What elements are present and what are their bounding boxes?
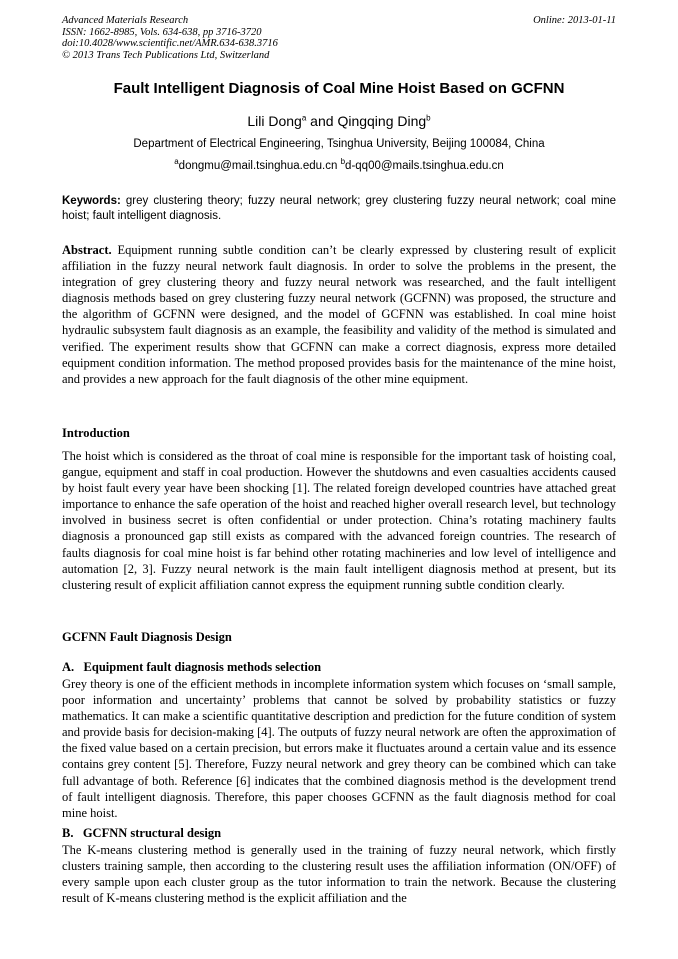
abstract-text: Equipment running subtle condition can’t be clearly expressed by clustering result of explicit affiliation in the fuzzy neural network fault diagnosis. In order to solve the problems in the present, the integration of grey clustering theory and fuzzy neural network was researched, and the fault intelligent diagnosis methods based on grey clustering fuzzy neural network (GCFNN) was proposed, the structure and the algorithm of GCFNN were designed, and the model of GCFNN was established. In coal mine hoist hydraulic subsystem fault diagnosis as an example, the feasibility and validity of the method is simulated and verified. The experiment results show that GCFNN can make a correct diagnosis, express more detailed equipment condition information. The method proposed provides basis for the maintenance of the mine hoist, and provides a new approach for the fault diagnosis of the other mine equipment. (62, 243, 616, 386)
doi-line: doi:10.4028/www.scientific.net/AMR.634-638.3716 (62, 38, 278, 49)
introduction-heading: Introduction (62, 426, 130, 440)
gcfnn-section-heading: GCFNN Fault Diagnosis Design (62, 630, 232, 644)
abstract-label: Abstract. (62, 243, 112, 257)
email-line (40, 159, 638, 174)
copyright-line: © 2013 Trans Tech Publications Ltd, Switzerland (62, 49, 270, 61)
affiliation: Department of Electrical Engineering, Tsinghua University, Beijing 100084, China (133, 138, 545, 150)
author-1-superscript: a (301, 113, 307, 123)
journal-header (62, 15, 616, 61)
keywords-text: grey clustering theory; fuzzy neural network; grey clustering fuzzy neural network; coal mine hoist; fault intelligent diagnosis. (62, 195, 616, 222)
abstract (62, 242, 616, 387)
email-b-superscript: b (340, 157, 346, 167)
author-2: Qingqing Ding (337, 113, 427, 129)
issn-line: ISSN: 1662-8985, Vols. 634-638, pp 3716-3720 (62, 26, 262, 38)
email-b[interactable]: d-qq00@mails.tsinghua.edu.cn (345, 160, 504, 172)
subsection-a-heading: A. Equipment fault diagnosis methods selection (62, 660, 322, 674)
subsection-a-text: Grey theory is one of the efficient methods in incomplete information system which focuses on ‘small sample, poor information and uncertainty’ problems that cannot be solved by probability statistics or fuzzy mathematics. It can make a scientific quantitative description and prediction for the future condition of system and provide basis for decision-making [4]. The outputs of fuzzy neural network are often the approximation of the fixed value based on a certain precision, but errors make it fluctuates around a certain value and its essence contains grey content [5]. Therefore, Fuzzy neural network and grey theory can be combined which can take full advantage of both. Reference [6] indicates that the combined diagnosis method is the development trend of fault intelligent diagnosis. Therefore, this paper chooses GCFNN as the fault diagnosis method for coal mine hoist. (62, 677, 616, 820)
email-a[interactable]: dongmu@mail.tsinghua.edu.cn (178, 160, 338, 172)
online-date: Online: 2013-01-11 (533, 15, 616, 26)
journal-name: Advanced Materials Research (62, 15, 189, 26)
introduction-text: The hoist which is considered as the throat of coal mine is responsible for the important task of hoisting coal, gangue, equipment and staff in coal production. However the shutdowns and even casualties accidents caused by hoist fault every year have been shocking [1]. The related foreign developed countries have attached great importance to enhance the safe operation of the hoist and reached higher overall research level, but technology involved in business secret is often confidential or under protection. China’s rotating machinery faults diagnosis a pronounced gap still exists as compared with the advanced foreign countries. The research of faults diagnosis for coal mine hoist is far behind other rotating machineries and low level of intelligence and automation [2, 3]. Fuzzy neural network is the main fault intelligent diagnosis method at present, but its clustering result of explicit affiliation cannot express the equipment running subtle condition clearly. (62, 449, 616, 592)
keywords (62, 194, 616, 224)
author-connector: and (306, 113, 338, 129)
subsection-b-heading: B. GCFNN structural design (62, 826, 222, 840)
author-2-superscript: b (426, 113, 431, 123)
subsection-b-text: The K-means clustering method is generally used in the training of fuzzy neural network, which firstly clusters training sample, then according to the clustering result uses the affiliation information (ON/OFF) of every sample upon each cluster group as the tutor information to train the network. Because the clustering result of K-means clustering method is the explicit affiliation and the (62, 843, 616, 906)
paper-title: Fault Intelligent Diagnosis of Coal Mine Hoist Based on GCFNN (113, 80, 565, 97)
author-line (40, 112, 638, 130)
email-a-superscript: a (174, 157, 179, 167)
author-1: Lili Dong (247, 113, 302, 129)
keywords-label: Keywords: (62, 195, 121, 207)
